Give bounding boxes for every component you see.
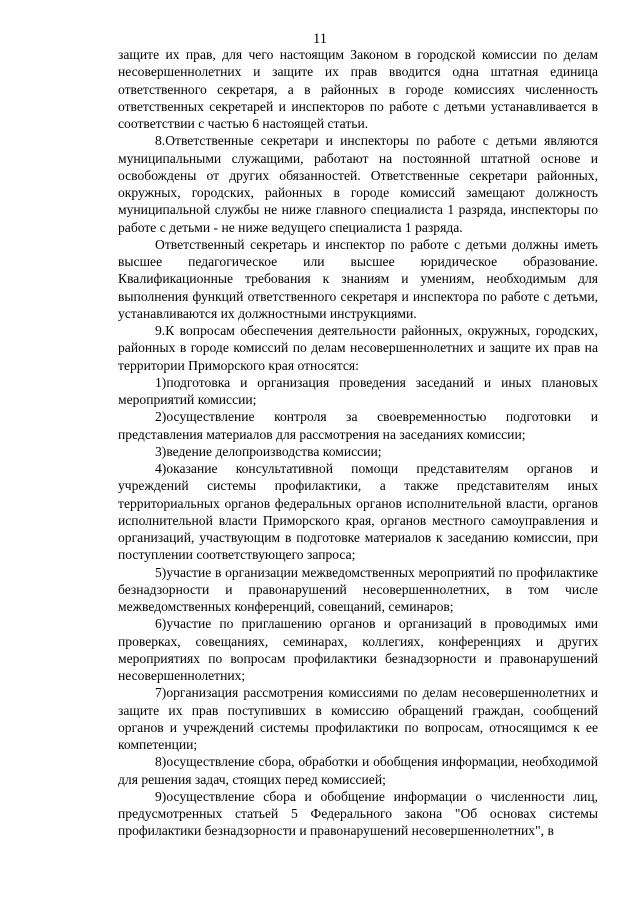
page-number: 11 — [313, 31, 327, 47]
paragraph: 8.Ответственные секретари и инспекторы по работе с детьми являются муниципальными служащими, работают на постоянной штатной основе и освобождены от других обязанностей. Ответственные секретари районных, окружных, городских, районных в городе комиссий замещают должность муниципальной службы не ниже главного специалиста 1 разряда, инспекторы по работе с детьми - не ниже ведущего специалиста 1 разряда. — [118, 133, 598, 235]
list-item: 5)участие в организации межведомственных мероприятий по профилактике безнадзорности и правонарушений несовершеннолетних, в том числе межведомственных конференций, совещаний, семинаров; — [118, 564, 598, 614]
list-item: 1)подготовка и организация проведения заседаний и иных плановых мероприятий комиссии; — [118, 374, 598, 407]
list-item: 7)организация рассмотрения комиссиями по делам несовершеннолетних и защите их прав поступивших в комиссию обращений граждан, сообщений органов и учреждений системы профилактики по вопросам, относящимся к ее компетенции; — [118, 685, 598, 752]
list-item: 8)осуществление сбора, обработки и обобщения информации, необходимой для решения задач, стоящих перед комиссией; — [118, 754, 598, 787]
paragraph: 9.К вопросам обеспечения деятельности районных, окружных, городских, районных в городе комиссий по делам несовершеннолетних и защите их прав на территории Приморского края относятся: — [118, 323, 598, 373]
document-body — [118, 46, 598, 840]
list-item: 2)осуществление контроля за своевременностью подготовки и представления материалов для рассмотрения на заседаниях комиссии; — [118, 409, 598, 442]
paragraph: защите их прав, для чего настоящим Законом в городской комиссии по делам несовершеннолетних и защите их прав вводится одна штатная единица ответственного секретаря, а в районных в городе комиссиях численность ответственных секретарей и инспекторов по работе с детьми устанавливается в соответствии с частью 6 настоящей статьи. — [118, 47, 598, 131]
list-item: 6)участие по приглашению органов и организаций в проводимых ими проверках, совещаниях, семинарах, коллегиях, конференциях и других мероприятиях по вопросам профилактики безнадзорности и правонарушений несовершеннолетних; — [118, 616, 598, 683]
paragraph: Ответственный секретарь и инспектор по работе с детьми должны иметь высшее педагогическое или высшее юридическое образование. Квалификационные требования к знаниям и умениям, необходимым для выполнения функций ответственного секретаря и инспектора по работе с детьми, устанавливаются их должностными инструкциями. — [118, 236, 598, 321]
list-item: 4)оказание консультативной помощи представителям органов и учреждений системы профилактики, а также представителям иных территориальных органов федеральных органов исполнительной власти, органов исполнительной власти Приморского края, органов местного самоуправления и организаций, участвующим в подготовке материалов к заседанию комиссии, при поступлении соответствующего запроса; — [118, 461, 598, 563]
list-item: 3)ведение делопроизводства комиссии; — [155, 443, 382, 459]
list-item: 9)осуществление сбора и обобщение информации о численности лиц, предусмотренных статьей 5 Федерального закона "Об основах системы профилактики безнадзорности и правонарушений несовершеннолетних", в — [118, 788, 598, 839]
